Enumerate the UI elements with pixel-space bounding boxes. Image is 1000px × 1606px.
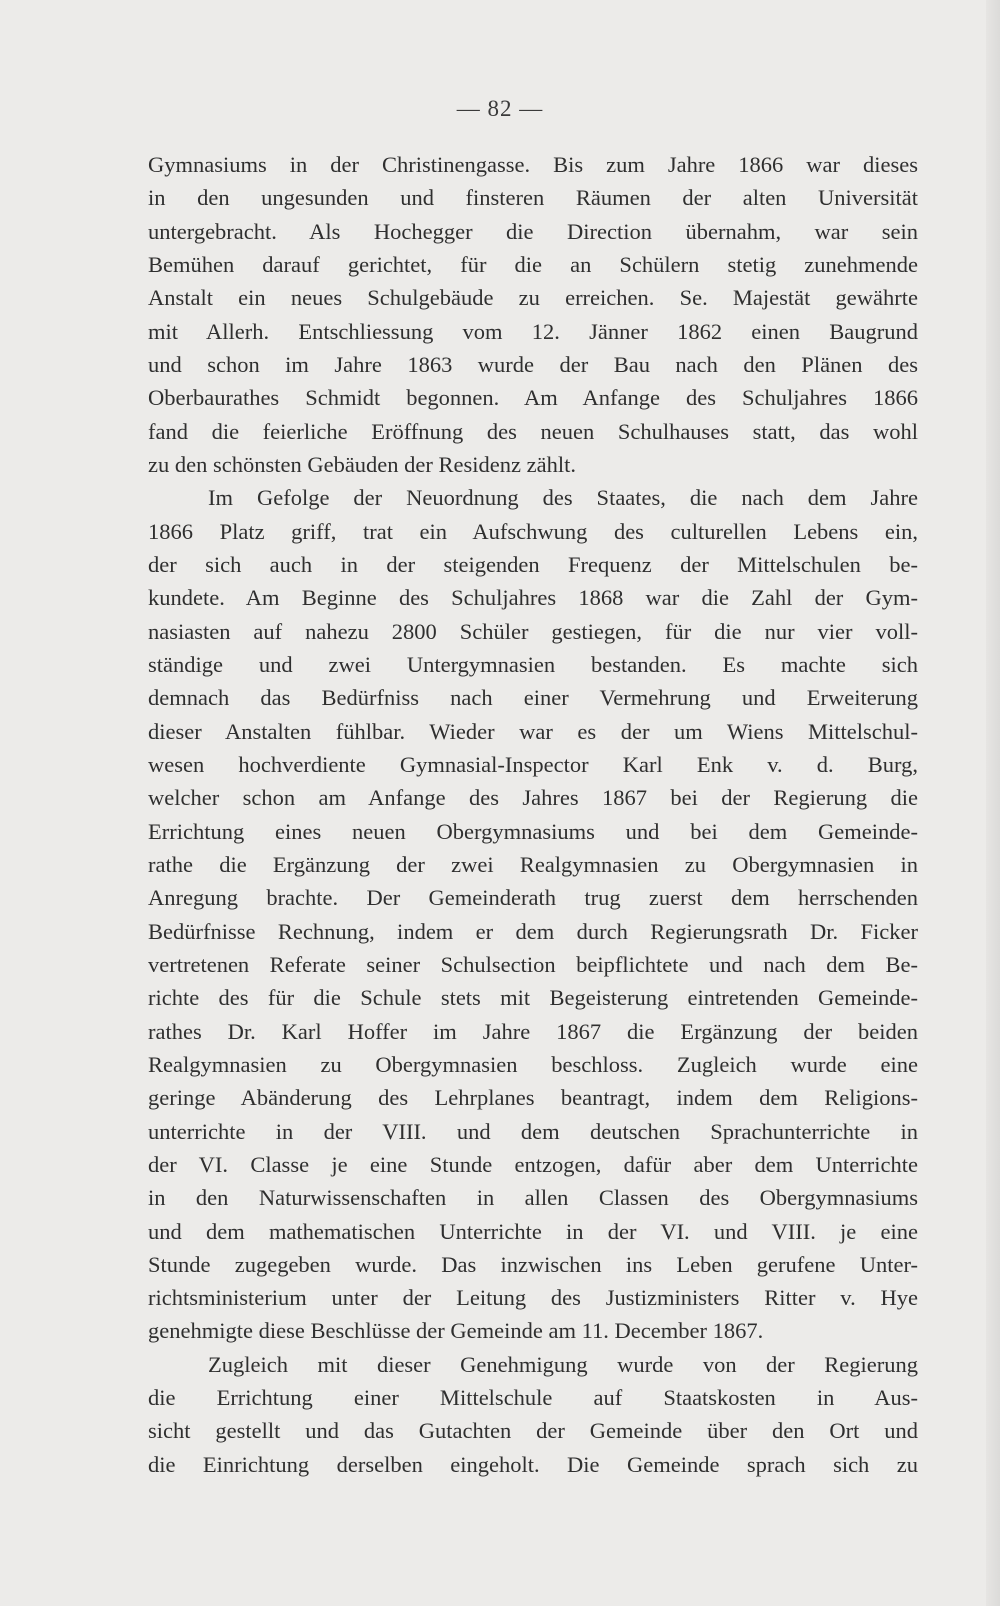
- text-line: unterrichte in der VIII. und dem deutschen Sprachunterrichte in: [148, 1118, 918, 1144]
- text-line: Stunde zugegeben wurde. Das inzwischen ins Leben gerufene Unter-: [148, 1251, 918, 1277]
- text-line: Oberbaurathes Schmidt begonnen. Am Anfange des Schuljahres 1866: [148, 385, 918, 411]
- body-text: [148, 148, 918, 1481]
- paragraph-end-line: zu den schönsten Gebäuden der Residenz zählt.: [148, 451, 576, 477]
- text-line: in den Naturwissenschaften in allen Classen des Obergymnasiums: [148, 1185, 918, 1211]
- page-edge-shadow: [986, 0, 1000, 1606]
- text-line: welcher schon am Anfange des Jahres 1867 bei der Regierung die: [148, 785, 918, 811]
- text-line: Errichtung eines neuen Obergymnasiums und bei dem Gemeinde-: [148, 818, 918, 844]
- text-line: der VI. Classe je eine Stunde entzogen, dafür aber dem Unterrichte: [148, 1151, 918, 1177]
- text-line: sicht gestellt und das Gutachten der Gemeinde über den Ort und: [148, 1418, 918, 1444]
- text-line: rathes Dr. Karl Hoffer im Jahre 1867 die Ergänzung der beiden: [148, 1018, 918, 1044]
- text-line: mit Allerh. Entschliessung vom 12. Jänner 1862 einen Baugrund: [148, 318, 918, 344]
- text-line: wesen hochverdiente Gymnasial-Inspector Karl Enk v. d. Burg,: [148, 751, 918, 777]
- text-line: geringe Abänderung des Lehrplanes beantragt, indem dem Religions-: [148, 1085, 918, 1111]
- text-line: Bemühen darauf gerichtet, für die an Schülern stetig zunehmende: [148, 251, 918, 277]
- text-line: 1866 Platz griff, trat ein Aufschwung des culturellen Lebens ein,: [148, 518, 918, 544]
- text-line: Bedürfnisse Rechnung, indem er dem durch Regierungsrath Dr. Ficker: [148, 918, 918, 944]
- text-line: vertretenen Referate seiner Schulsection beipflichtete und nach dem Be-: [148, 951, 918, 977]
- text-line: fand die feierliche Eröffnung des neuen Schulhauses statt, das wohl: [148, 418, 918, 444]
- text-line: Gymnasiums in der Christinengasse. Bis zum Jahre 1866 war dieses: [148, 152, 918, 177]
- text-line: Anregung brachte. Der Gemeinderath trug zuerst dem herrschenden: [148, 885, 918, 911]
- text-line: der sich auch in der steigenden Frequenz der Mittelschulen be-: [148, 551, 918, 577]
- text-line: und schon im Jahre 1863 wurde der Bau nach den Plänen des: [148, 351, 918, 377]
- text-line: ständige und zwei Untergymnasien bestanden. Es machte sich: [148, 651, 918, 677]
- text-line: rathe die Ergänzung der zwei Realgymnasien zu Obergymnasien in: [148, 851, 918, 877]
- text-line: und dem mathematischen Unterrichte in der VI. und VIII. je eine: [148, 1218, 918, 1244]
- text-line: untergebracht. Als Hochegger die Direction übernahm, war sein: [148, 218, 918, 244]
- text-line: richte des für die Schule stets mit Begeisterung eintretenden Gemeinde-: [148, 985, 918, 1011]
- text-line: in den ungesunden und finsteren Räumen der alten Universität: [148, 185, 918, 211]
- paragraph-start-line: Zugleich mit dieser Genehmigung wurde von der Regierung: [208, 1351, 918, 1377]
- text-line: demnach das Bedürfniss nach einer Vermehrung und Erweiterung: [148, 685, 918, 711]
- text-line: kundete. Am Beginne des Schuljahres 1868 war die Zahl der Gym-: [148, 585, 918, 611]
- text-line: dieser Anstalten fühlbar. Wieder war es der um Wiens Mittelschul-: [148, 718, 918, 744]
- text-line: Anstalt ein neues Schulgebäude zu erreichen. Se. Majestät gewährte: [148, 285, 918, 311]
- text-line: Realgymnasien zu Obergymnasien beschloss. Zugleich wurde eine: [148, 1051, 918, 1077]
- text-line: nasiasten auf nahezu 2800 Schüler gestiegen, für die nur vier voll-: [148, 618, 918, 644]
- text-line: richtsministerium unter der Leitung des Justizministers Ritter v. Hye: [148, 1285, 918, 1311]
- paragraph-start-line: Im Gefolge der Neuordnung des Staates, die nach dem Jahre: [208, 485, 918, 511]
- page-number: — 82 —: [456, 96, 544, 121]
- text-line: die Errichtung einer Mittelschule auf Staatskosten in Aus-: [148, 1385, 918, 1411]
- paragraph-end-line: genehmigte diese Beschlüsse der Gemeinde am 11. December 1867.: [148, 1318, 764, 1344]
- text-line: die Einrichtung derselben eingeholt. Die Gemeinde sprach sich zu: [148, 1451, 918, 1477]
